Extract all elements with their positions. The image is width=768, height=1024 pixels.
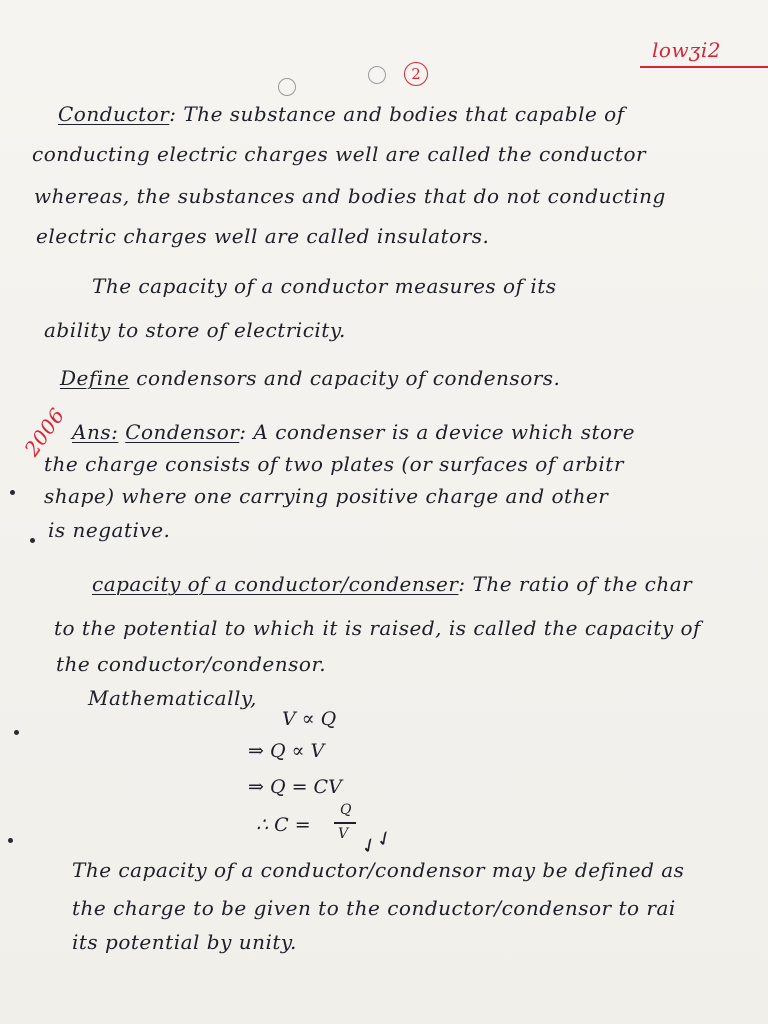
answer-line-1 xyxy=(72,420,635,444)
corner-date-note: lowʒi2 xyxy=(652,38,721,62)
question-line xyxy=(60,366,560,390)
capacity-heading: capacity of a conductor/condenser xyxy=(92,572,459,596)
margin-red-year: 2006 xyxy=(19,403,70,461)
equation-4-lhs: ∴ C = xyxy=(256,814,311,836)
paragraph-2-line-1: The capacity of a conductor measures of its xyxy=(92,274,557,298)
final-line-1: The capacity of a conductor/condensor may be defined as xyxy=(72,858,685,882)
question-prompt: Define xyxy=(60,366,130,390)
equation-4-denominator: V xyxy=(338,826,349,842)
paragraph-1-line-3: whereas, the substances and bodies that do not conducting xyxy=(34,184,666,208)
faded-circle-mark-2 xyxy=(368,66,386,84)
faded-circle-mark xyxy=(278,78,296,96)
answer-line-2: the charge consists of two plates (or surfaces of arbitr xyxy=(44,452,624,476)
answer-text-1: : A condenser is a device which store xyxy=(239,420,635,444)
paragraph-1-line-2: conducting electric charges well are called the conductor xyxy=(32,142,647,166)
final-line-3: its potential by unity. xyxy=(72,930,297,954)
conductor-heading: Conductor xyxy=(58,102,170,126)
capacity-line-3: the conductor/condensor. xyxy=(56,652,327,676)
capacity-line-1 xyxy=(92,572,692,596)
equation-2: ⇒ Q ∝ V xyxy=(248,740,325,762)
equation-1: V ∝ Q xyxy=(282,708,337,730)
corner-note-underline xyxy=(640,66,768,68)
paragraph-2-line-2: ability to store of electricity. xyxy=(44,318,346,342)
margin-dot xyxy=(14,730,19,735)
paragraph-1-line-4: electric charges well are called insulators. xyxy=(36,224,490,248)
capacity-line-2: to the potential to which it is raised, is called the capacity of xyxy=(54,616,701,640)
mathematically-label: Mathematically, xyxy=(88,686,257,710)
equation-3: ⇒ Q = CV xyxy=(248,776,342,798)
condensor-heading: Condensor xyxy=(125,420,240,444)
check-mark-icon: ✓✓ xyxy=(356,824,398,860)
paragraph-1-text-1: : The substance and bodies that capable of xyxy=(169,102,625,126)
margin-dot xyxy=(8,838,13,843)
answer-line-3: shape) where one carrying positive charge and other xyxy=(44,484,609,508)
paragraph-1-line-1 xyxy=(58,102,625,126)
capacity-text-1: : The ratio of the char xyxy=(458,572,693,596)
answer-line-4: is negative. xyxy=(48,518,171,542)
answer-label: Ans: xyxy=(72,420,119,444)
fraction-bar xyxy=(334,822,356,824)
margin-dot xyxy=(10,490,15,495)
page-number-circle: 2 xyxy=(404,62,428,86)
question-text: condensors and capacity of condensors. xyxy=(129,366,561,390)
equation-4-numerator: Q xyxy=(340,802,352,818)
margin-dot xyxy=(30,538,35,543)
final-line-2: the charge to be given to the conductor/condensor to rai xyxy=(72,896,676,920)
